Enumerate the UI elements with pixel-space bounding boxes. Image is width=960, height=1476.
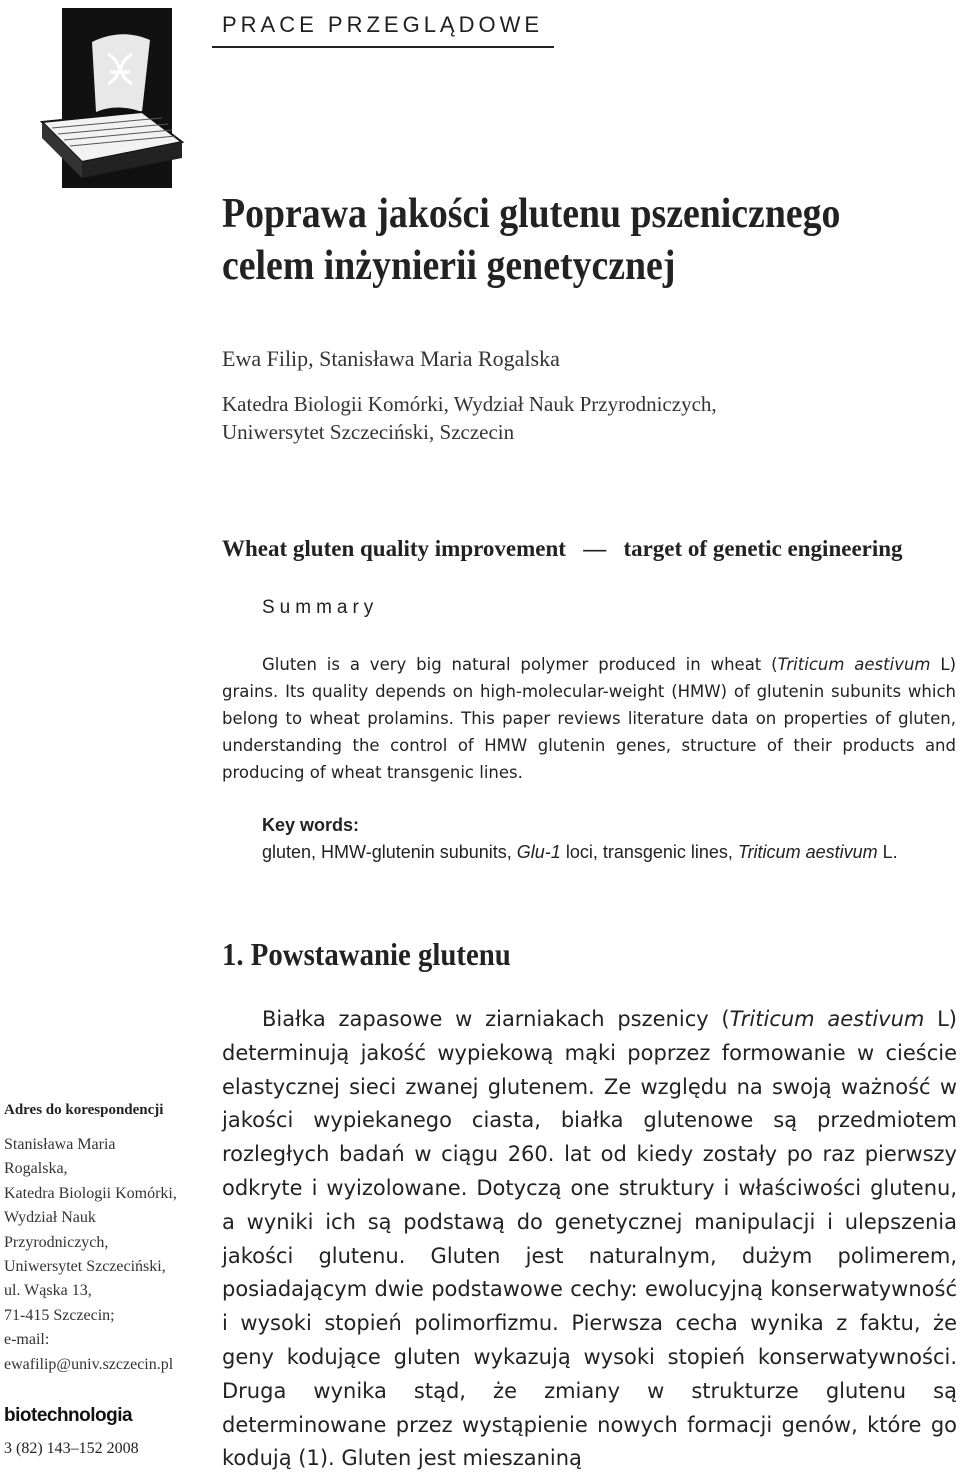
abstract-part-2: L) grains. Its quality depends on high-molecular-weight (HMW) of glutenin subunits which belong to wheat prolamins. This paper reviews literature data on properties of gluten, understanding the control of HMW glutenin genes, structure of their products and producing of wheat transgenic lines. (222, 655, 957, 782)
affiliation-line-2: Uniwersytet Szczeciński, Szczecin (222, 420, 515, 444)
abstract-text (222, 651, 956, 786)
journal-name: biotechnologia (4, 1405, 133, 1426)
abstract-italic: Triticum aestivum (777, 655, 931, 674)
correspondence-email: ewafilip@univ.szczecin.pl (4, 1355, 174, 1373)
correspondence-line: 71-415 Szczecin; (4, 1306, 115, 1324)
english-title-part-2: target of genetic engineering (623, 536, 903, 561)
section-rule (212, 46, 554, 48)
correspondence-sidebar (4, 1102, 204, 1377)
affiliation (222, 390, 717, 446)
correspondence-line: Stanisława Maria (4, 1136, 116, 1153)
title-line-1: Poprawa jakości glutenu pszenicznego (222, 191, 841, 237)
english-title-part-1: Wheat gluten quality improvement (222, 536, 566, 561)
correspondence-line: Uniwersytet Szczeciński, (4, 1258, 166, 1276)
correspondence-line: Rogalska, (4, 1160, 68, 1178)
article-title (222, 188, 884, 292)
keywords-part-2: loci, transgenic lines, (560, 842, 738, 862)
english-title (222, 536, 903, 562)
section-body-text (222, 1003, 957, 1476)
journal-issue: 3 (82) 143–152 2008 (4, 1440, 139, 1457)
correspondence-address (4, 1133, 204, 1377)
authors: Ewa Filip, Stanisława Maria Rogalska (222, 346, 560, 371)
body-part-1: Białka zapasowe w ziarniakach pszenicy ( (262, 1007, 730, 1031)
english-title-dash: — (583, 536, 607, 561)
body-italic: Triticum aestivum (729, 1007, 925, 1031)
keywords-italic-2: Triticum aestivum (737, 842, 878, 862)
keywords-label: Key words: (262, 815, 360, 835)
section-heading: 1. Powstawanie glutenu (222, 936, 511, 972)
section-label: PRACE PRZEGLĄDOWE (222, 12, 544, 37)
correspondence-label: Adres do korespondencji (4, 1102, 164, 1118)
keywords-text (262, 842, 898, 863)
books-logo-icon (22, 2, 212, 192)
correspondence-line: Przyrodniczych, (4, 1233, 109, 1251)
correspondence-line: Katedra Biologii Komórki, (4, 1184, 177, 1202)
affiliation-line-1: Katedra Biologii Komórki, Wydział Nauk Przyrodniczych, (222, 392, 717, 416)
keywords-part-1: gluten, HMW-glutenin subunits, (262, 842, 517, 862)
body-part-2: L) determinują jakość wypiekową mąki poprzez formowanie w cieście elastycznej sieci zwanej glutenem. Ze względu na swoją ważność w jakości wypiekanego ciasta, białka glutenowe są przedmiotem rozległych badań w ciągu 260. lat od kiedy zostały po raz pierwszy odkryte i wyizolowane. Dotyczą one struktury i właściwości glutenu, a wyniki ich są podstawą do genetycznej manipulacji i ulepszenia jakości glutenu. Gluten jest naturalnym, dużym polimerem, posiadającym dwie podstawowe cechy: ewolucyjną konserwatywność i wysoki stopień polimorfizmu. Pierwsza cecha wynika z faktu, że geny kodujące gluten wykazują wysoki stopień konserwatywności. Druga wynika stąd, że zmiany w strukturze glutenu są determinowane przez wystąpienie nowych formacji genów, które go kodują (1). Gluten jest mieszaniną (222, 1007, 957, 1471)
correspondence-line: e-mail: (4, 1331, 50, 1349)
correspondence-line: Wydział Nauk (4, 1209, 96, 1227)
title-line-2: celem inżynierii genetycznej (222, 243, 676, 289)
correspondence-line: ul. Wąska 13, (4, 1282, 92, 1300)
summary-label: Summary (262, 597, 379, 618)
keywords-part-3: L. (877, 842, 898, 862)
abstract-part-1: Gluten is a very big natural polymer produced in wheat ( (262, 655, 778, 674)
keywords-italic-1: Glu-1 (516, 842, 561, 862)
